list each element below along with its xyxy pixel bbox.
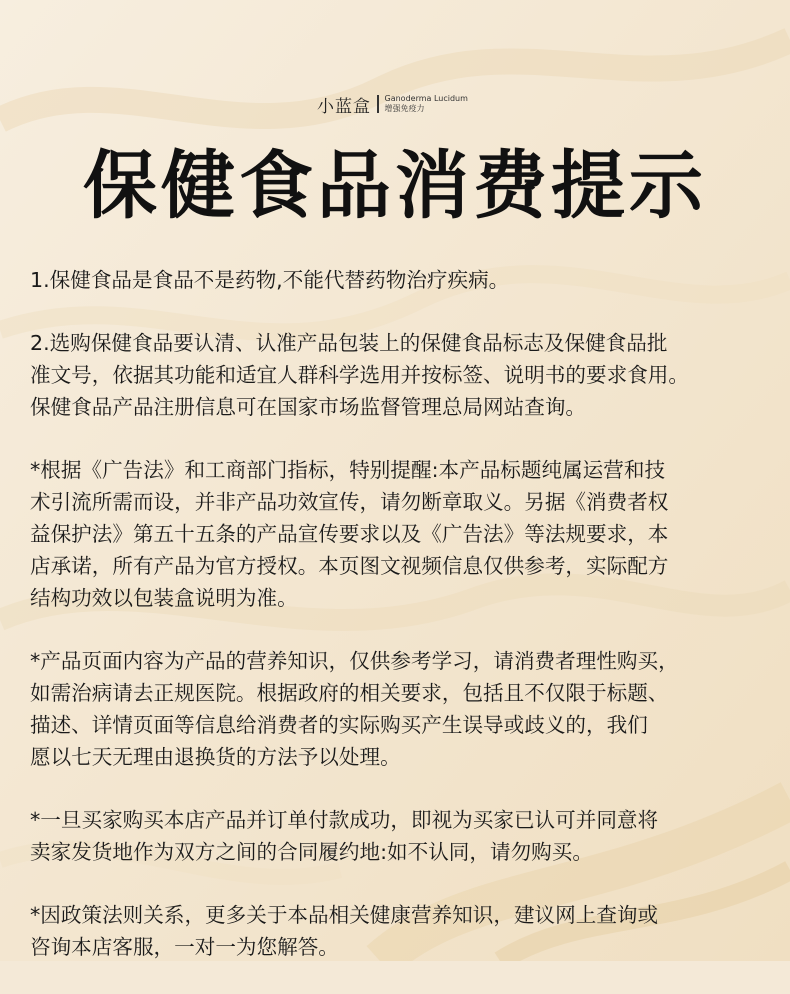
text-line: 益保护法》第五十五条的产品宣传要求以及《广告法》等法规要求，本: [30, 522, 669, 546]
text-line: 1.保健食品是食品不是药物,不能代替药物治疗疾病。: [30, 268, 510, 292]
brand-logo: [317, 92, 468, 116]
text-line: 卖家发货地作为双方之间的合同履约地:如不认同，请勿购买。: [30, 840, 593, 864]
brand-tagline: 增强免疫力: [384, 104, 425, 113]
text-line: *一旦买家购买本店产品并订单付款成功，即视为买家已认可并同意将: [30, 808, 659, 832]
notice-paragraph-6: [30, 899, 775, 963]
notice-paragraph-1: [30, 264, 775, 296]
notice-paragraph-3: [30, 454, 775, 614]
text-line: *产品页面内容为产品的营养知识，仅供参考学习，请消费者理性购买，: [30, 649, 679, 673]
brand-subtitle-block: [385, 94, 468, 114]
notice-paragraph-4: [30, 645, 775, 773]
notice-paragraph-5: [30, 804, 775, 868]
page-title: 保健食品消费提示: [83, 143, 707, 229]
text-line: 愿以七天无理由退换货的方法予以处理。: [30, 745, 401, 769]
brand-divider: [377, 95, 379, 113]
text-line: 2.选购保健食品要认清、认准产品包装上的保健食品标志及保健食品批: [30, 331, 668, 355]
text-line: 准文号，依据其功能和适宜人群科学选用并按标签、说明书的要求食用。: [30, 363, 689, 387]
text-line: *根据《广告法》和工商部门指标，特别提醒:本产品标题纯属运营和技: [30, 458, 666, 482]
text-line: 结构功效以包装盒说明为准。: [30, 586, 298, 610]
notice-content: [30, 264, 775, 994]
text-line: 保健食品产品注册信息可在国家市场监督管理总局网站查询。: [30, 395, 587, 419]
notice-paragraph-2: [30, 327, 775, 423]
text-line: 如需治病请去正规医院。根据政府的相关要求，包括且不仅限于标题、: [30, 681, 669, 705]
brand-name: 小蓝盒: [317, 96, 371, 117]
text-line: 咨询本店客服，一对一为您解答。: [30, 935, 339, 959]
text-line: *因政策法则关系，更多关于本品相关健康营养知识，建议网上查询或: [30, 903, 659, 927]
text-line: 店承诺，所有产品为官方授权。本页图文视频信息仅供参考，实际配方: [30, 554, 669, 578]
text-line: 描述、详情页面等信息给消费者的实际购买产生误导或歧义的，我们: [30, 713, 648, 737]
brand-english-name: Ganoderma Lucidum: [384, 94, 468, 103]
text-line: 术引流所需而设，并非产品功效宣传，请勿断章取义。另据《消费者权: [30, 490, 669, 514]
